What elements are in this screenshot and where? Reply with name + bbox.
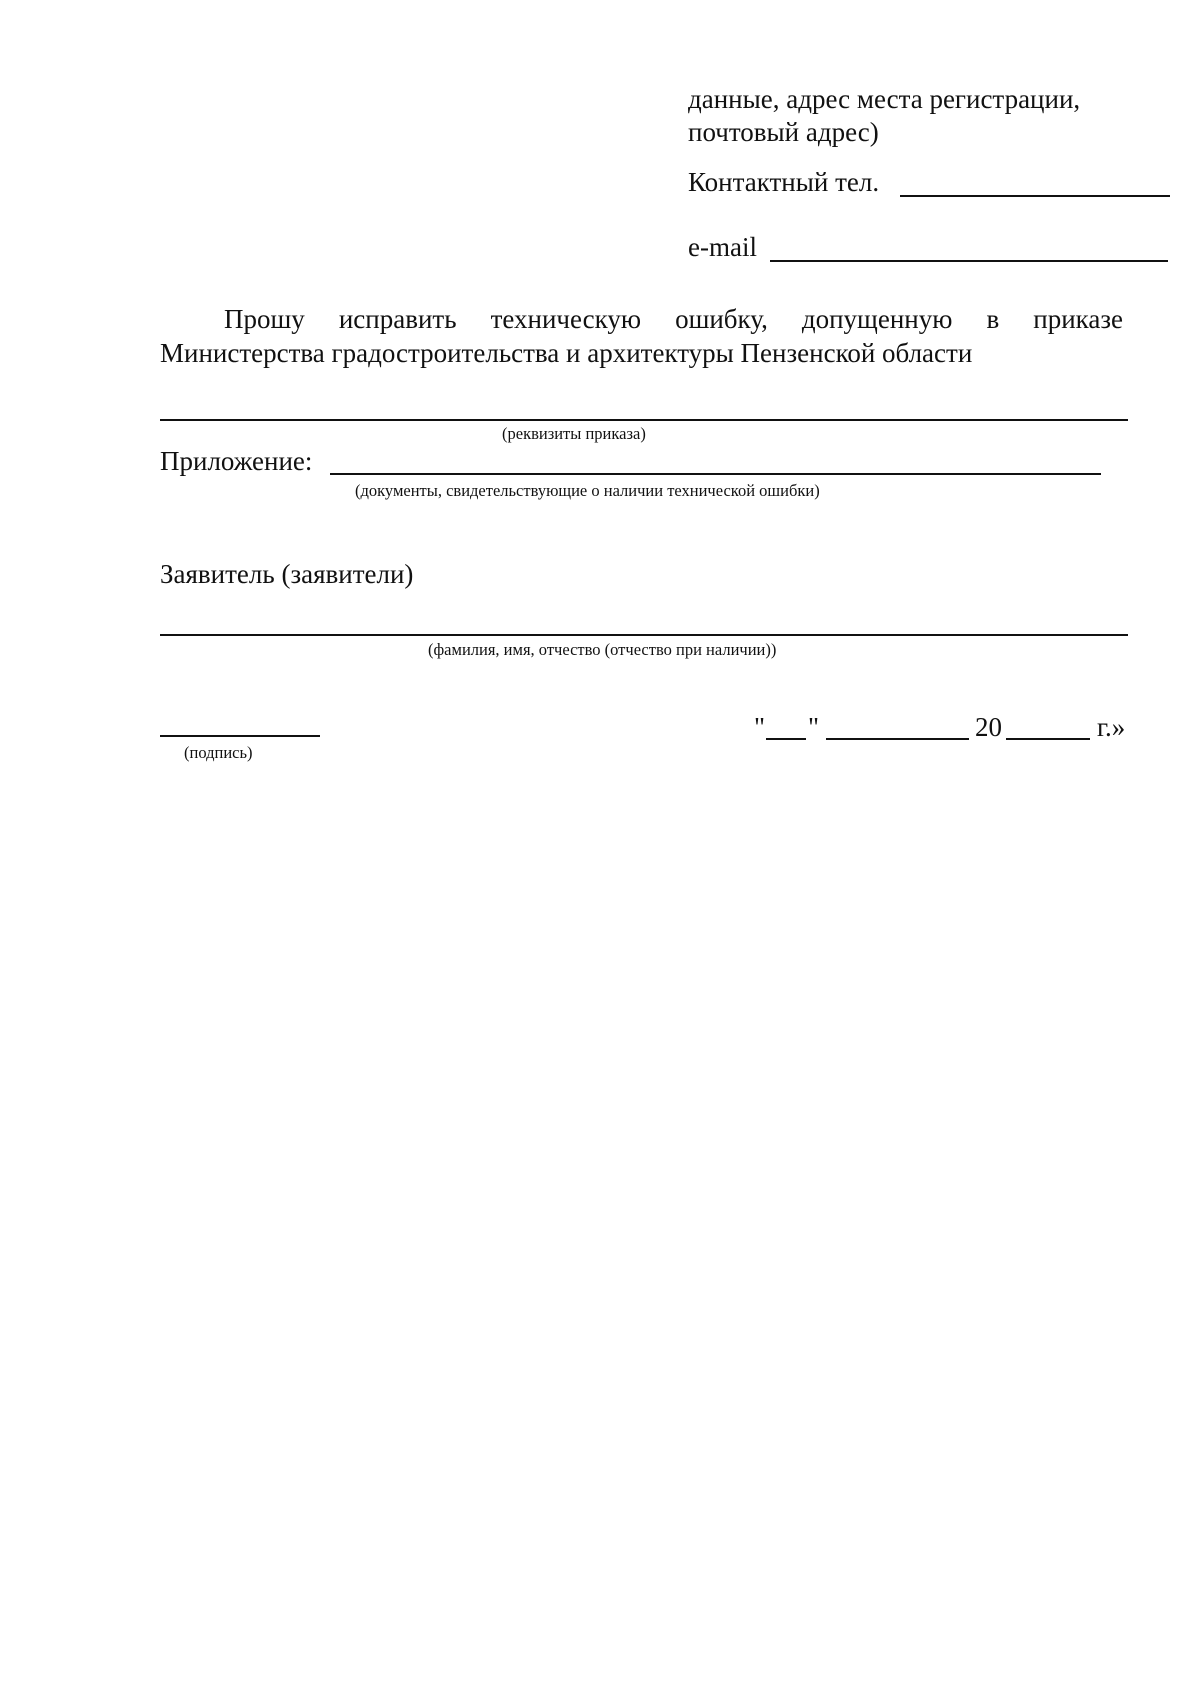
date-day-field-line[interactable] — [766, 738, 806, 740]
request-line-1: Прошу исправить техническую ошибку, допущенную в приказе — [224, 304, 1123, 334]
applicant-name-field-line[interactable] — [160, 634, 1128, 636]
request-paragraph — [160, 302, 1123, 370]
applicant-name-caption: (фамилия, имя, отчество (отчество при наличии)) — [428, 640, 777, 659]
date-year-prefix: 20 — [975, 712, 1002, 742]
attachment-field-line[interactable] — [330, 473, 1101, 475]
personal-data-line-1: данные, адрес места регистрации, — [688, 84, 1081, 114]
date-open-quote: " — [754, 712, 766, 742]
attachment-caption: (документы, свидетельствующие о наличии технической ошибки) — [355, 481, 820, 500]
email-label: e-mail — [688, 232, 757, 262]
email-field-line[interactable] — [770, 260, 1168, 262]
date-year-suffix: г.» — [1097, 712, 1126, 742]
phone-field-line[interactable] — [900, 195, 1170, 197]
attachment-label: Приложение: — [160, 446, 313, 476]
signature-caption: (подпись) — [184, 743, 253, 762]
signature-field-line[interactable] — [160, 735, 320, 737]
date-month-field-line[interactable] — [826, 738, 969, 740]
phone-label: Контактный тел. — [688, 167, 880, 197]
order-details-field-line[interactable] — [160, 419, 1128, 421]
date-close-quote: " — [808, 712, 820, 742]
order-details-caption: (реквизиты приказа) — [502, 424, 646, 443]
request-line-2: Министерства градостроительства и архитектуры Пензенской области — [160, 338, 973, 368]
personal-data-line-2: почтовый адрес) — [688, 117, 879, 147]
applicant-label: Заявитель (заявители) — [160, 559, 414, 589]
date-year-field-line[interactable] — [1006, 738, 1090, 740]
